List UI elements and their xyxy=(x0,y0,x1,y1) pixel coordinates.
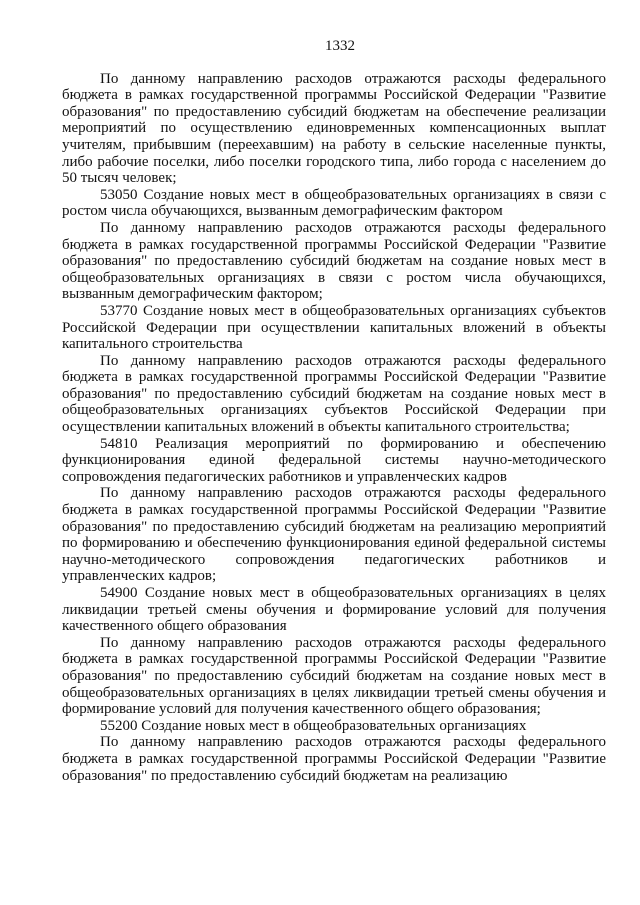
section-heading-54810: 54810 Реализация мероприятий по формированию и обеспечению функционирования единой федеральной системы научно-методического сопровождения педагогических работников и управленческих кадров xyxy=(62,435,606,485)
paragraph-53050-description: По данному направлению расходов отражаются расходы федерального бюджета в рамках государственной программы Российской Федерации "Развитие образования" по предоставлению субсидий бюджетам на создание новых мест в общеобразовательных организациях в связи с ростом числа обучающихся, вызванным демографическим фактором; xyxy=(62,219,606,303)
section-heading-53050: 53050 Создание новых мест в общеобразовательных организациях в связи с ростом числа обучающихся, вызванным демографическим фактором xyxy=(62,186,606,220)
paragraph-1: По данному направлению расходов отражаются расходы федерального бюджета в рамках государственной программы Российской Федерации "Развитие образования" по предоставлению субсидий бюджетам на обеспечение реализации мероприятий по осуществлению единовременных компенсационных выплат учителям, прибывшим (переехавшим) на работу в сельские населенные пункты, либо рабочие поселки, либо поселки городского типа, либо города с населением до 50 тысяч человек; xyxy=(62,70,606,187)
page-number: 1332 xyxy=(325,38,355,54)
paragraph-54810-description: По данному направлению расходов отражаются расходы федерального бюджета в рамках государственной программы Российской Федерации "Развитие образования" по предоставлению субсидий бюджетам на реализацию мероприятий по формированию и обеспечению функционирования единой федеральной системы научно-методического сопровождения педагогических работников и управленческих кадров; xyxy=(62,485,606,585)
paragraph-55200-description: По данному направлению расходов отражаются расходы федерального бюджета в рамках государственной программы Российской Федерации "Развитие образования" по предоставлению субсидий бюджетам на реализацию xyxy=(62,734,606,784)
paragraph-54900-description: По данному направлению расходов отражаются расходы федерального бюджета в рамках государственной программы Российской Федерации "Развитие образования" по предоставлению субсидий бюджетам на создание новых мест в общеобразовательных организациях в целях ликвидации третьей смены обучения и формирование условий для получения качественного общего образования; xyxy=(62,634,606,718)
section-heading-55200: 55200 Создание новых мест в общеобразовательных организациях xyxy=(100,717,527,734)
section-heading-54900: 54900 Создание новых мест в общеобразовательных организациях в целях ликвидации третьей смены обучения и формирование условий для получения качественного общего образования xyxy=(62,585,606,635)
section-heading-53770: 53770 Создание новых мест в общеобразовательных организациях субъектов Российской Федерации при осуществлении капитальных вложений в объекты капитального строительства xyxy=(62,302,606,353)
paragraph-53770-description: По данному направлению расходов отражаются расходы федерального бюджета в рамках государственной программы Российской Федерации "Развитие образования" по предоставлению субсидий бюджетам на создание новых мест в общеобразовательных организациях субъектов Российской Федерации при осуществлении капитальных вложений в объекты капитального строительства; xyxy=(62,352,606,436)
